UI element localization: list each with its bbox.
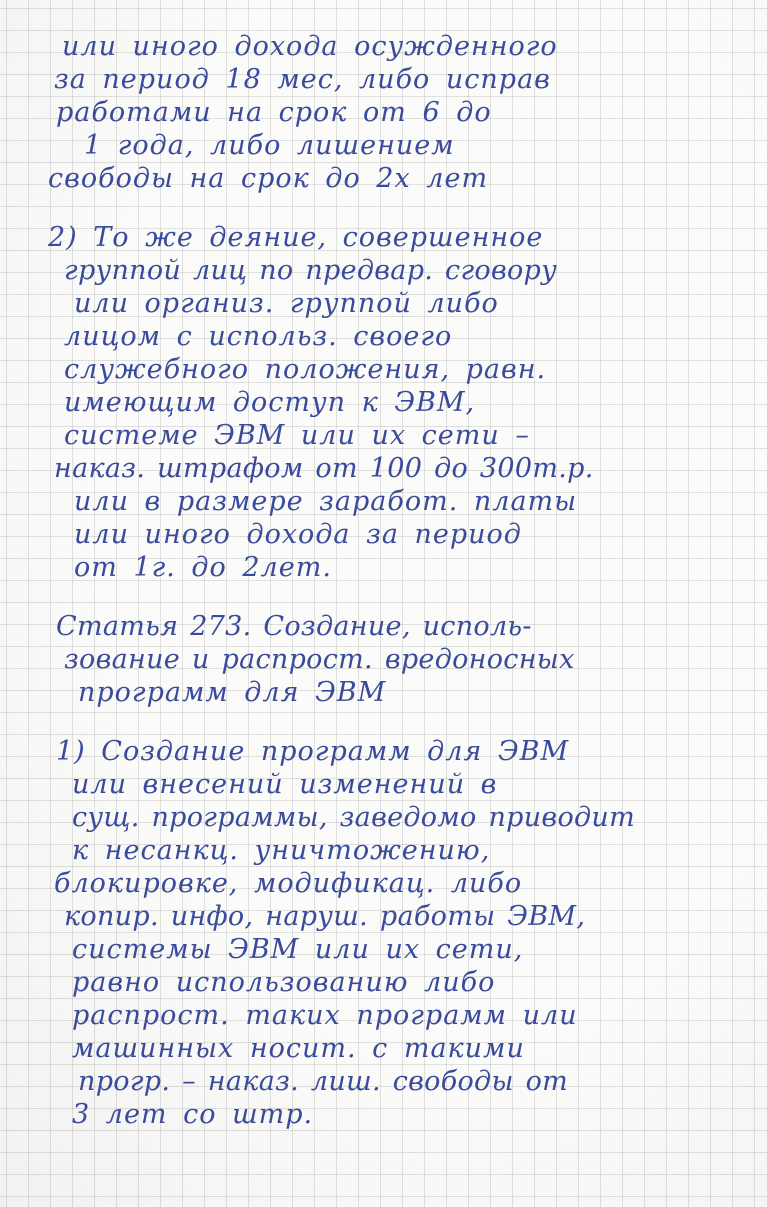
text-line: работами на срок от 6 до bbox=[56, 97, 492, 128]
text-line: зование и распрост. вредоносных bbox=[64, 644, 575, 675]
text-line: системе ЭВМ или их сети – bbox=[64, 420, 530, 451]
text-line: свободы на срок до 2х лет bbox=[48, 163, 489, 194]
text-line: сущ. программы, заведомо приводит bbox=[72, 802, 635, 833]
text-line: наказ. штрафом от 100 до 300т.р. bbox=[54, 453, 594, 484]
handwritten-notes bbox=[48, 30, 748, 1131]
paragraph-gap bbox=[48, 195, 748, 221]
text-line: или внесений изменений в bbox=[72, 769, 498, 800]
text-line: к несанкц. уничтожению, bbox=[72, 835, 491, 866]
text-line: имеющим доступ к ЭВМ, bbox=[64, 387, 476, 418]
text-line: 2) То же деяние, совершенное bbox=[48, 222, 544, 253]
text-line: системы ЭВМ или их сети, bbox=[72, 934, 524, 965]
text-line: группой лиц по предвар. сговору bbox=[64, 255, 558, 286]
text-line: или организ. группой либо bbox=[74, 288, 499, 319]
text-line: за период 18 мес, либо исправ bbox=[54, 64, 551, 95]
text-line: равно использованию либо bbox=[72, 967, 496, 998]
text-line: машинных носит. с такими bbox=[72, 1033, 525, 1064]
text-line: лицом с использ. своего bbox=[64, 321, 453, 352]
text-line: от 1г. до 2лет. bbox=[74, 552, 332, 583]
text-line: или в размере заработ. платы bbox=[74, 486, 578, 517]
text-line: 3 лет со штр. bbox=[72, 1099, 314, 1130]
text-line: копир. инфо, наруш. работы ЭВМ, bbox=[64, 901, 586, 932]
text-line: прогр. – наказ. лиш. свободы от bbox=[78, 1066, 569, 1097]
text-line: блокировке, модификац. либо bbox=[54, 868, 523, 899]
text-line: служебного положения, равн. bbox=[64, 354, 547, 385]
text-line: или иного дохода за период bbox=[74, 519, 522, 550]
text-line: 1) Создание программ для ЭВМ bbox=[56, 736, 570, 767]
text-line: Статья 273. Создание, исполь- bbox=[56, 611, 532, 642]
paragraph-gap bbox=[48, 584, 748, 610]
text-line: 1 года, либо лишением bbox=[84, 130, 455, 161]
text-line: распрост. таких программ или bbox=[72, 1000, 578, 1031]
paragraph-gap bbox=[48, 709, 748, 735]
text-line: или иного дохода осужденного bbox=[62, 31, 558, 62]
text-line: программ для ЭВМ bbox=[78, 677, 387, 708]
